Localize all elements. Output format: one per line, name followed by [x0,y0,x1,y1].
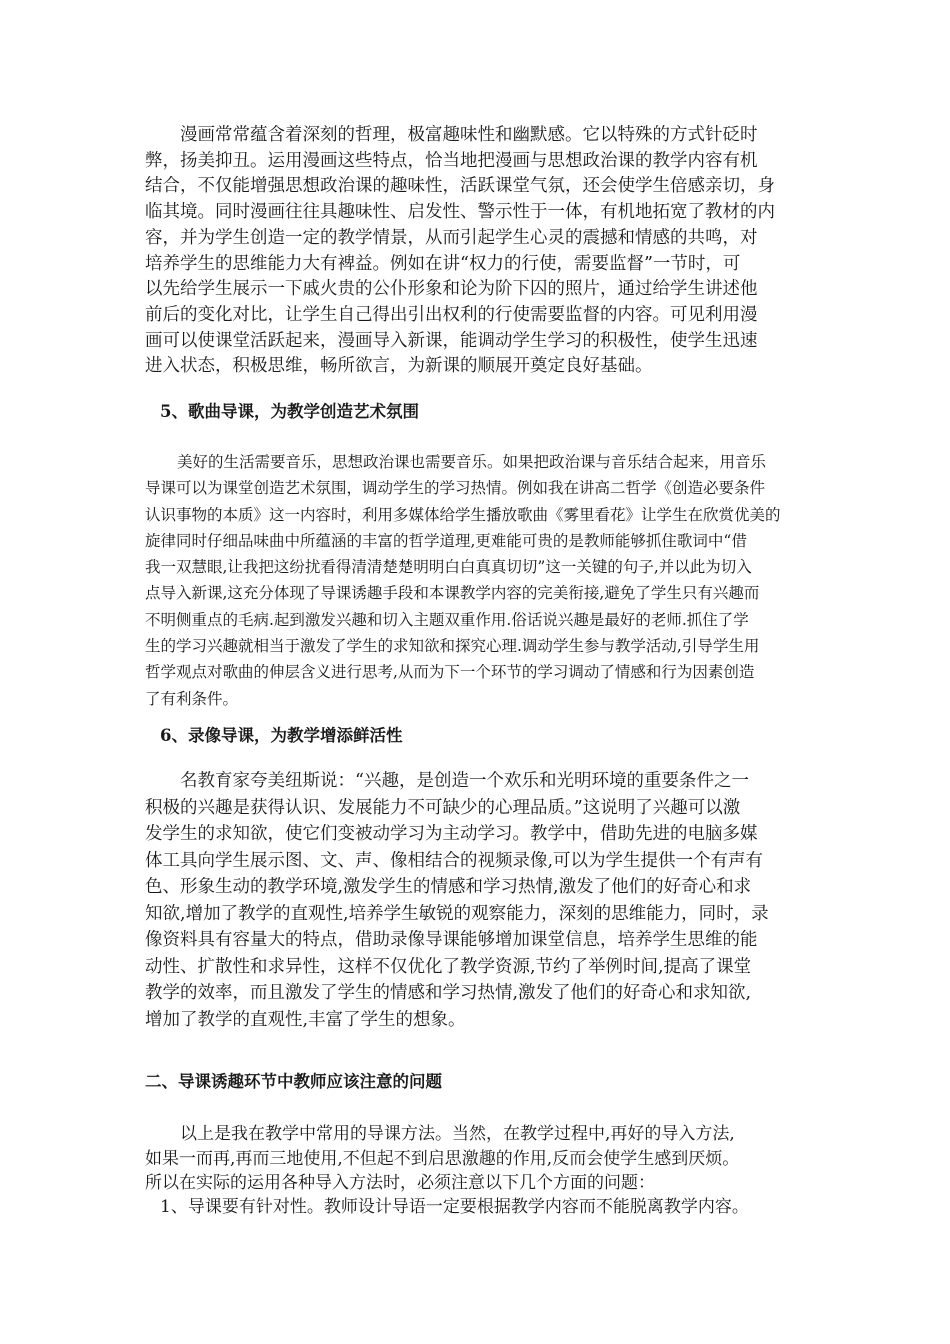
paragraph-line: 容，并为学生创造一定的教学情景，从而引起学生心灵的震撼和情感的共鸣，对 [145,227,758,248]
paragraph-line: 增加了教学的直观性,丰富了学生的想象。 [145,1009,466,1030]
paragraph-line: 如果一而再,再而三地使用,不但起不到启思激趣的作用,反而会使学生感到厌烦。 [145,1148,740,1169]
part-2-intro-paragraph [145,1122,817,1196]
paragraph-line: 结合，不仅能增强思想政治课的趣味性，活跃课堂气氛，还会使学生倍感亲切，身 [145,176,775,197]
paragraph-line: 以先给学生展示一下戚火贵的公仆形象和论为阶下囚的照片，通过给学生讲述他 [145,279,758,300]
paragraph-line: 旋律同时仔细品味曲中所蕴涵的丰富的哲学道理,更难能可贵的是教师能够抓住歌词中“借 [145,531,747,550]
video-paragraph [145,768,817,1033]
paragraph-line: 哲学观点对歌曲的伸层含义进行思考,从而为下一个环节的学习调动了情感和行为因素创造 [145,663,755,682]
paragraph-line: 教学的效率，而且激发了学生的情感和学习热情,激发了他们的好奇心和求知欲, [145,983,752,1003]
paragraph-line: 美好的生活需要音乐，思想政治课也需要音乐。如果把政治课与音乐结合起来，用音乐 [177,453,767,471]
paragraph-line: 积极的兴趣是获得认识、发展能力不可缺少的心理品质。”这说明了兴趣可以激 [145,797,741,818]
paragraph-line: 点导入新课,这充分体现了导课诱趣手段和本课教学内容的完美衔接,避免了学生只有兴趣而 [145,584,760,603]
paragraph-line: 所以在实际的运用各种导入方法时，必须注意以下几个方面的问题： [145,1173,655,1193]
section-5-heading: 5、歌曲导课，为教学创造艺术氛围 [160,402,419,421]
paragraph-line: 色、形象生动的教学环境,激发学生的情感和学习热情,激发了他们的好奇心和求 [145,877,752,897]
paragraph-line: 像资料具有容量大的特点，借助录像导课能够增加课堂信息，培养学生思维的能 [145,930,758,950]
paragraph-line: 动性、扩散性和求异性，这样不仅优化了教学资源,节约了举例时间,提高了课堂 [145,956,752,977]
song-paragraph [145,449,817,712]
paragraph-line: 弊，扬美抑丑。运用漫画这些特点，恰当地把漫画与思想政治课的教学内容有机 [145,150,758,171]
section-6-heading: 6、录像导课，为教学增添鲜活性 [160,726,403,745]
paragraph-line: 发学生的求知欲，使它们变被动学习为主动学习。教学中，借助先进的电脑多媒 [145,824,758,844]
paragraph-line: 以上是我在教学中常用的导课方法。当然，在教学过程中,再好的导入方法, [180,1124,735,1144]
paragraph-line: 不明侧重点的毛病.起到激发兴趣和切入主题双重作用.俗话说兴趣是最好的老师.抓住了学 [145,610,749,629]
list-item-1: 1、导课要有针对性。教师设计导语一定要根据教学内容而不能脱离教学内容。 [160,1197,749,1217]
paragraph-line: 体工具向学生展示图、文、声、像相结合的视频录像,可以为学生提供一个有声有 [145,850,764,871]
paragraph-line: 名教育家夸美纽斯说：“兴趣，是创造一个欢乐和光明环境的重要条件之一 [180,771,749,791]
comic-intro-paragraph [145,123,817,380]
paragraph-line: 认识事物的本质》这一内容时，利用多媒体给学生播放歌曲《雾里看花》让学生在欣赏优美的 [145,505,781,524]
paragraph-line: 进入状态，积极思维，畅所欲言，为新课的顺展开奠定良好基础。 [145,356,653,377]
paragraph-line: 前后的变化对比，让学生自己得出引出权利的行使需要监督的内容。可见利用漫 [145,304,758,325]
paragraph-line: 了有利条件。 [145,689,239,708]
paragraph-line: 漫画常常蕴含着深刻的哲理，极富趣味性和幽默感。它以特殊的方式针砭时 [180,125,758,145]
paragraph-line: 知欲,增加了教学的直观性,培养学生敏锐的观察能力，深刻的思维能力，同时，录 [145,903,769,924]
paragraph-line: 临其境。同时漫画往往具趣味性、启发性、警示性于一体，有机地拓宽了教材的内 [145,202,775,223]
paragraph-line: 培养学生的思维能力大有裨益。例如在讲“权力的行使，需要监督”一节时，可 [145,253,741,274]
paragraph-line: 导课可以为课堂创造艺术氛围，调动学生的学习热情。例如我在讲高二哲学《创造必要条件 [145,479,766,498]
part-2-heading: 二、导课诱趣环节中教师应该注意的问题 [145,1072,442,1091]
paragraph-line: 我一双慧眼,让我把这纷扰看得清清楚楚明明白白真真切切”这一关键的句子,并以此为切入 [145,558,752,577]
paragraph-line: 生的学习兴趣就相当于激发了学生的求知欲和探究心理.调动学生参与教学活动,引导学生用 [145,637,760,656]
paragraph-line: 画可以使课堂活跃起来，漫画导入新课，能调动学生学习的积极性，使学生迅速 [145,330,758,351]
